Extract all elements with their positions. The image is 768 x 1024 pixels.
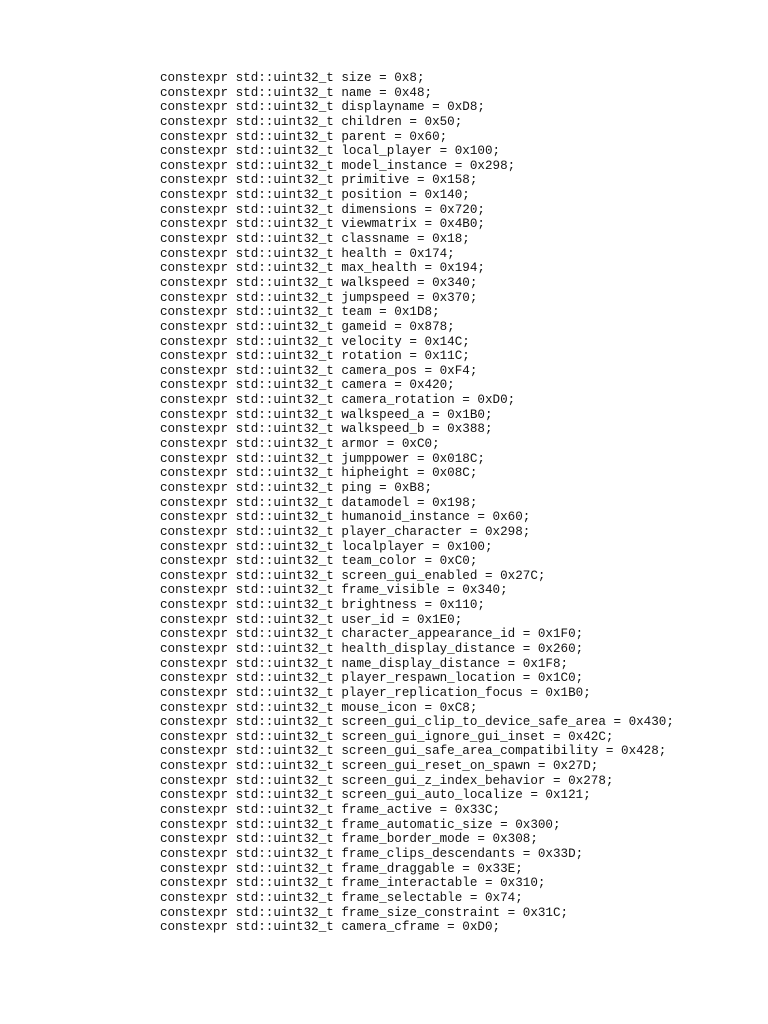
code-line: constexpr std::uint32_t character_appearance_id = 0x1F0; xyxy=(160,627,584,642)
code-line: constexpr std::uint32_t walkspeed = 0x340; xyxy=(160,275,478,290)
code-line: constexpr std::uint32_t player_replication_focus = 0x1B0; xyxy=(160,685,591,700)
code-line: constexpr std::uint32_t classname = 0x18; xyxy=(160,232,470,247)
code-line: constexpr std::uint32_t name = 0x48; xyxy=(160,85,433,100)
code-line: constexpr std::uint32_t player_character = 0x298; xyxy=(160,524,531,539)
code-line: constexpr std::uint32_t player_respawn_location = 0x1C0; xyxy=(160,671,584,686)
code-line: constexpr std::uint32_t rotation = 0x11C; xyxy=(160,349,470,364)
code-line: constexpr std::uint32_t health = 0x174; xyxy=(160,246,455,261)
code-line: constexpr std::uint32_t walkspeed_b = 0x388; xyxy=(160,422,493,437)
code-line: constexpr std::uint32_t screen_gui_ignore_gui_inset = 0x42C; xyxy=(160,729,614,744)
code-line: constexpr std::uint32_t ping = 0xB8; xyxy=(160,480,433,495)
code-line: constexpr std::uint32_t frame_border_mode = 0x308; xyxy=(160,832,538,847)
code-line: constexpr std::uint32_t screen_gui_enabled = 0x27C; xyxy=(160,568,546,583)
code-line: constexpr std::uint32_t user_id = 0x1E0; xyxy=(160,612,463,627)
code-line: constexpr std::uint32_t frame_size_constraint = 0x31C; xyxy=(160,905,569,920)
code-line: constexpr std::uint32_t frame_visible = 0x340; xyxy=(160,583,508,598)
code-line: constexpr std::uint32_t frame_draggable = 0x33E; xyxy=(160,861,523,876)
code-line: constexpr std::uint32_t camera_rotation = 0xD0; xyxy=(160,393,516,408)
code-line: constexpr std::uint32_t size = 0x8; xyxy=(160,71,425,85)
code-line: constexpr std::uint32_t team = 0x1D8; xyxy=(160,305,440,320)
code-line: constexpr std::uint32_t velocity = 0x14C; xyxy=(160,334,470,349)
code-line: constexpr std::uint32_t gameid = 0x878; xyxy=(160,319,455,334)
code-line: constexpr std::uint32_t frame_clips_descendants = 0x33D; xyxy=(160,846,584,861)
code-line: constexpr std::uint32_t primitive = 0x158; xyxy=(160,173,478,188)
code-line: constexpr std::uint32_t camera = 0x420; xyxy=(160,378,455,393)
code-line: constexpr std::uint32_t localplayer = 0x100; xyxy=(160,539,493,554)
code-line: constexpr std::uint32_t children = 0x50; xyxy=(160,114,463,129)
code-line: constexpr std::uint32_t datamodel = 0x198; xyxy=(160,495,478,510)
code-line: constexpr std::uint32_t screen_gui_reset_on_spawn = 0x27D; xyxy=(160,759,599,774)
code-line: constexpr std::uint32_t jumppower = 0x018C; xyxy=(160,451,485,466)
code-line: constexpr std::uint32_t displayname = 0xD8; xyxy=(160,100,485,115)
code-line: constexpr std::uint32_t frame_automatic_size = 0x300; xyxy=(160,817,561,832)
code-line: constexpr std::uint32_t frame_interactable = 0x310; xyxy=(160,876,546,891)
code-listing xyxy=(160,71,674,935)
code-line: constexpr std::uint32_t screen_gui_safe_area_compatibility = 0x428; xyxy=(160,744,667,759)
code-line: constexpr std::uint32_t position = 0x140; xyxy=(160,188,470,203)
code-line: constexpr std::uint32_t local_player = 0x100; xyxy=(160,144,501,159)
code-line: constexpr std::uint32_t screen_gui_auto_localize = 0x121; xyxy=(160,788,591,803)
code-line: constexpr std::uint32_t armor = 0xC0; xyxy=(160,437,440,452)
code-line: constexpr std::uint32_t camera_cframe = 0xD0; xyxy=(160,920,501,935)
code-line: constexpr std::uint32_t health_display_distance = 0x260; xyxy=(160,641,584,656)
code-line: constexpr std::uint32_t screen_gui_clip_to_device_safe_area = 0x430; xyxy=(160,715,674,730)
code-line: constexpr std::uint32_t brightness = 0x110; xyxy=(160,598,485,613)
code-line: constexpr std::uint32_t frame_selectable = 0x74; xyxy=(160,890,523,905)
code-line: constexpr std::uint32_t camera_pos = 0xF4; xyxy=(160,363,478,378)
code-line: constexpr std::uint32_t humanoid_instance = 0x60; xyxy=(160,510,531,525)
code-line: constexpr std::uint32_t hipheight = 0x08C; xyxy=(160,466,478,481)
code-line: constexpr std::uint32_t screen_gui_z_index_behavior = 0x278; xyxy=(160,773,614,788)
code-line: constexpr std::uint32_t max_health = 0x194; xyxy=(160,261,485,276)
code-line: constexpr std::uint32_t team_color = 0xC0; xyxy=(160,554,478,569)
code-line: constexpr std::uint32_t jumpspeed = 0x370; xyxy=(160,290,478,305)
code-line: constexpr std::uint32_t dimensions = 0x720; xyxy=(160,202,485,217)
code-line: constexpr std::uint32_t viewmatrix = 0x4B0; xyxy=(160,217,485,232)
code-line: constexpr std::uint32_t parent = 0x60; xyxy=(160,129,448,144)
code-line: constexpr std::uint32_t walkspeed_a = 0x1B0; xyxy=(160,407,493,422)
code-line: constexpr std::uint32_t model_instance = 0x298; xyxy=(160,158,516,173)
code-line: constexpr std::uint32_t mouse_icon = 0xC8; xyxy=(160,700,478,715)
code-line: constexpr std::uint32_t name_display_distance = 0x1F8; xyxy=(160,656,569,671)
code-line: constexpr std::uint32_t frame_active = 0x33C; xyxy=(160,803,501,818)
